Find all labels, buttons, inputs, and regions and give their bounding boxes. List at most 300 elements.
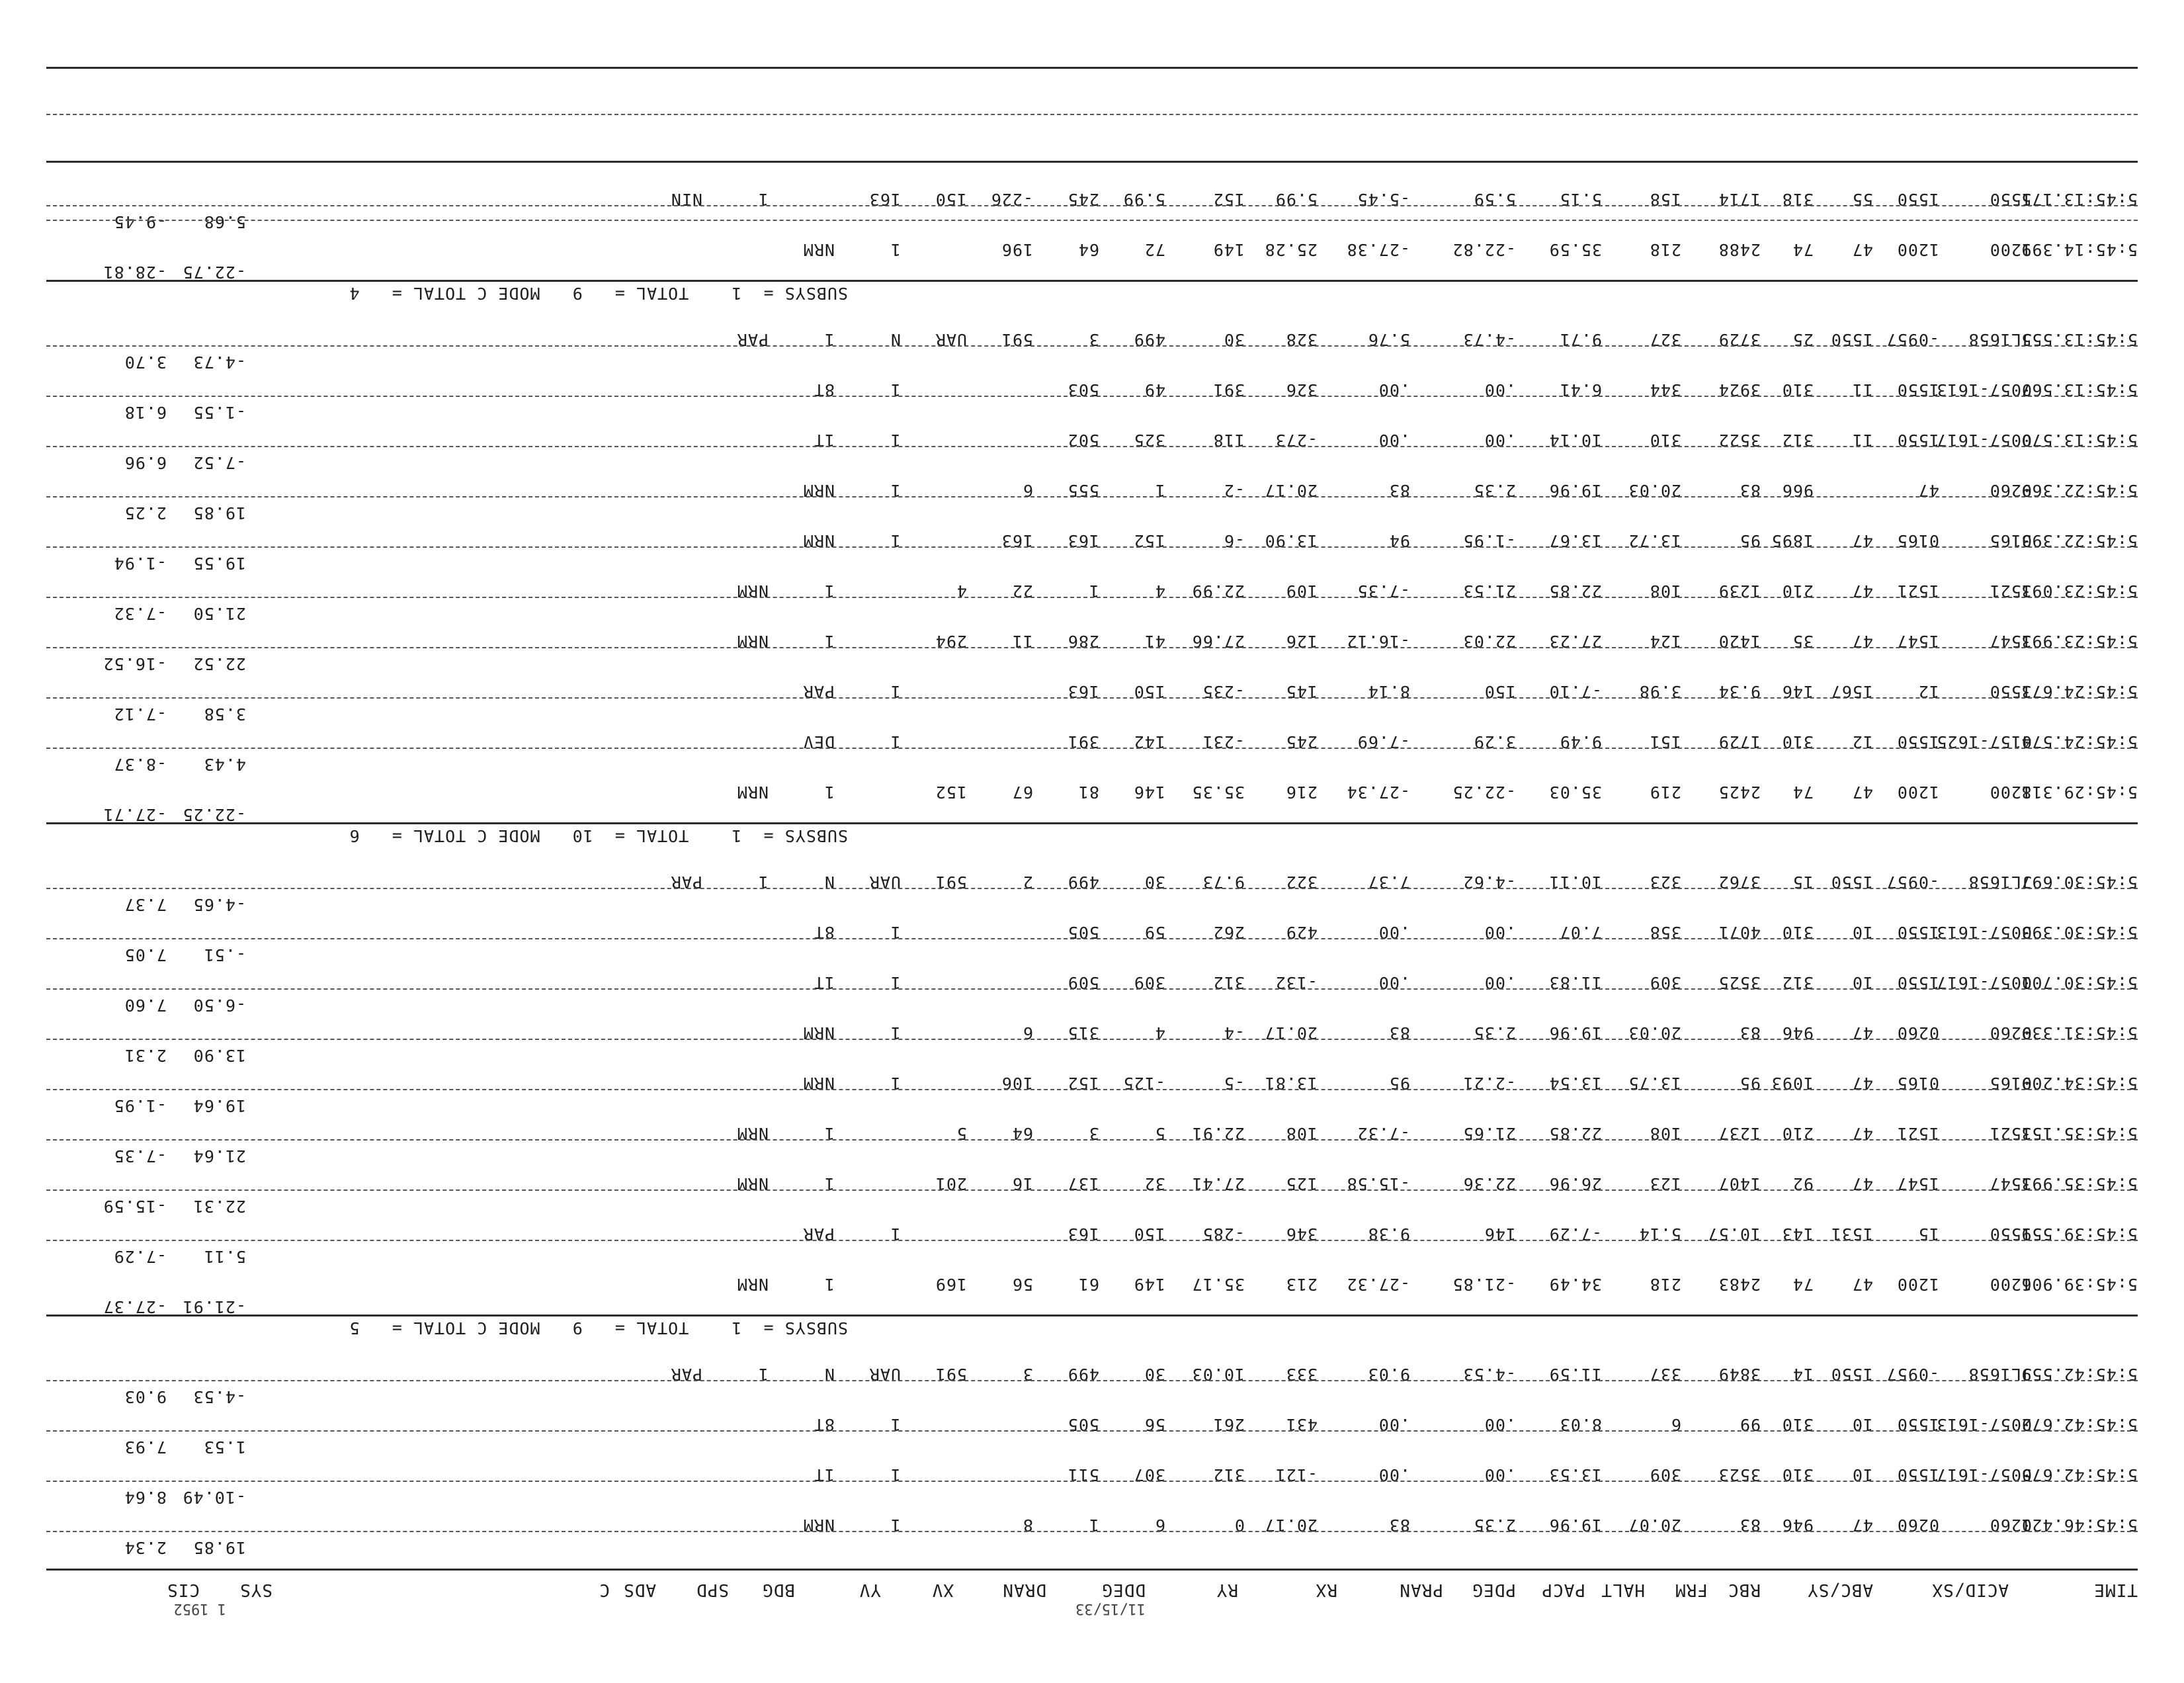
table-cell: 5.99: [1275, 190, 1318, 209]
table-cell: 4: [1154, 582, 1165, 601]
table-cell: 3: [1022, 1365, 1033, 1384]
table-cell: 47: [1851, 783, 1873, 802]
table-cell: 10: [1851, 923, 1873, 942]
table-cell: 152: [1067, 1074, 1099, 1093]
table-cell: 11: [1011, 632, 1033, 651]
row-rule: [46, 1380, 2138, 1381]
table-cell: 310: [1649, 431, 1681, 450]
table-row: [0, 1364, 2184, 1406]
row-rule: [46, 1039, 2138, 1040]
header-label: PRAN: [1399, 1580, 1443, 1600]
table-cell: 245: [1067, 190, 1099, 209]
table-cell: -4.62: [1462, 873, 1516, 892]
table-cell: 3523: [1718, 1465, 1761, 1485]
table-cell: 216: [1285, 783, 1318, 802]
table-cell: 310: [1781, 923, 1814, 942]
table-cell: 74: [1792, 1275, 1814, 1294]
table-cell: JL1658: [1968, 873, 2032, 892]
header-label: ACID/SX: [1931, 1580, 2009, 1600]
table-cell: 5.59: [1473, 190, 1516, 209]
table-cell: 118: [1212, 431, 1245, 450]
table-cell: 1714: [1718, 190, 1761, 209]
table-cell-secondary: 6.96: [124, 453, 167, 472]
table-cell: 5.15: [1559, 190, 1602, 209]
table-cell: 150: [1133, 1225, 1165, 1244]
table-cell: -27.32: [1346, 1275, 1410, 1294]
table-cell: 1550: [1830, 330, 1873, 349]
table-cell: 1: [890, 240, 901, 259]
footer-rule-solid: [46, 161, 2138, 163]
table-cell: .00: [1378, 923, 1410, 942]
table-cell-secondary: 13.90: [192, 1046, 246, 1065]
table-cell-secondary: 9.03: [124, 1387, 167, 1406]
table-cell: 1550: [1989, 1225, 2032, 1244]
table-cell: 1: [890, 1415, 901, 1434]
table-cell: 0: [1234, 1516, 1245, 1535]
table-cell: 4: [956, 582, 967, 601]
table-row: [0, 480, 2184, 523]
table-cell: 0165: [1896, 531, 1939, 550]
table-cell: .00: [1378, 973, 1410, 992]
table-cell: 1T: [813, 431, 835, 450]
table-cell: 5:45:30.701: [2021, 973, 2138, 992]
table-cell: 22.85: [1548, 1124, 1602, 1143]
table-cell: 509: [1067, 973, 1099, 992]
table-cell: 8.14: [1367, 682, 1410, 701]
table-cell: 10.11: [1548, 873, 1602, 892]
table-cell: 309: [1133, 973, 1165, 992]
table-cell: 0057-1617: [1936, 431, 2032, 450]
header-label: TIME: [2093, 1580, 2138, 1600]
table-cell: 3729: [1718, 330, 1761, 349]
table-row: [0, 189, 2184, 232]
table-cell: -5: [1223, 1074, 1245, 1093]
table-cell: -7.32: [1357, 1124, 1410, 1143]
table-cell-secondary: -4.53: [192, 1387, 246, 1406]
table-cell: 22.99: [1191, 582, 1245, 601]
row-rule: [46, 345, 2138, 347]
table-cell: 10.14: [1548, 431, 1602, 450]
table-cell: 3762: [1718, 873, 1761, 892]
table-cell: PAR: [670, 873, 702, 892]
table-cell: 5:45:23.993: [2021, 632, 2138, 651]
table-cell-secondary: -6.50: [192, 996, 246, 1015]
table-cell: 163: [868, 190, 901, 209]
table-cell: 0260: [1896, 1023, 1939, 1043]
table-cell-secondary: -27.37: [103, 1297, 167, 1316]
table-cell: UAR: [868, 1365, 901, 1384]
table-cell: 15: [1792, 873, 1814, 892]
table-row: [0, 239, 2184, 282]
table-cell-secondary: -16.52: [103, 654, 167, 673]
table-cell: 123: [1649, 1174, 1681, 1193]
table-cell: 30: [1144, 873, 1165, 892]
table-cell: 5:45:22.393: [2021, 531, 2138, 550]
table-cell: 11.59: [1548, 1365, 1602, 1384]
table-cell: 1521: [1989, 582, 2032, 601]
table-cell: 286: [1067, 632, 1099, 651]
table-cell-secondary: 5.68: [203, 212, 246, 232]
table-cell: NRM: [736, 1275, 769, 1294]
table-cell: 22.85: [1548, 582, 1602, 601]
table-cell: 20.17: [1264, 1516, 1318, 1535]
table-cell: -125: [1122, 1074, 1165, 1093]
table-cell: -226: [990, 190, 1033, 209]
table-cell: 9.73: [1202, 873, 1245, 892]
table-cell: 30: [1223, 330, 1245, 349]
table-cell: 47: [1851, 1023, 1873, 1043]
table-cell: 1420: [1718, 632, 1761, 651]
table-cell: 9.71: [1559, 330, 1602, 349]
table-cell: 5:45:24.574: [2021, 732, 2138, 752]
table-cell-secondary: 22.31: [192, 1197, 246, 1216]
table-cell: 1: [823, 632, 835, 651]
header-label: CIS: [167, 1580, 200, 1600]
table-cell: 5:45:29.318: [2021, 783, 2138, 802]
table-cell: .00: [1378, 431, 1410, 450]
table-cell: 1550: [1989, 190, 2032, 209]
table-cell: 1: [890, 923, 901, 942]
table-cell: 145: [1285, 682, 1318, 701]
table-cell: 21.65: [1462, 1124, 1516, 1143]
table-cell: 511: [1067, 1465, 1099, 1485]
table-cell: NRM: [736, 1124, 769, 1143]
table-cell: NIN: [670, 190, 702, 209]
table-row: [0, 1073, 2184, 1115]
table-cell: 5:45:42.672: [2021, 1415, 2138, 1434]
table-cell: 81: [1077, 783, 1099, 802]
table-cell: -121: [1275, 1465, 1318, 1485]
table-cell: 3.98: [1638, 682, 1681, 701]
table-cell: 94: [1388, 531, 1410, 550]
table-cell: 3924: [1718, 380, 1761, 400]
table-cell-secondary: 4.43: [203, 755, 246, 774]
table-cell: 294: [935, 632, 967, 651]
table-cell: 1: [890, 682, 901, 701]
table-cell-secondary: 7.37: [124, 895, 167, 914]
table-cell: 108: [1649, 1124, 1681, 1143]
table-cell: .00: [1378, 380, 1410, 400]
table-cell: 1550: [1830, 1365, 1873, 1384]
table-cell: .00: [1484, 1465, 1516, 1485]
table-cell: 0057-1617: [1936, 973, 2032, 992]
header-label: FRM: [1675, 1580, 1708, 1600]
table-cell: 312: [1212, 973, 1245, 992]
table-cell: 2488: [1718, 240, 1761, 259]
table-cell: 61: [1077, 1275, 1099, 1294]
table-cell: 431: [1285, 1415, 1318, 1434]
table-cell-secondary: -7.52: [192, 453, 246, 472]
table-cell: 1: [1088, 582, 1099, 601]
table-cell: 146: [1781, 682, 1814, 701]
table-cell: 3.29: [1473, 732, 1516, 752]
table-cell: -0957: [1886, 1365, 1939, 1384]
table-cell: 499: [1067, 873, 1099, 892]
table-cell: 326: [1285, 380, 1318, 400]
table-cell: 1550: [1896, 380, 1939, 400]
table-cell: 47: [1851, 240, 1873, 259]
table-cell: 1521: [1896, 1124, 1939, 1143]
table-cell: -27.34: [1346, 783, 1410, 802]
table-cell: NRM: [736, 783, 769, 802]
table-cell: 163: [1001, 531, 1033, 550]
table-cell: 12: [1917, 682, 1939, 701]
table-cell-secondary: -4.73: [192, 353, 246, 372]
table-cell: 163: [1067, 1225, 1099, 1244]
table-cell: 163: [1067, 682, 1099, 701]
table-cell: PAR: [802, 1225, 835, 1244]
row-rule: [46, 1089, 2138, 1090]
table-cell: 72: [1144, 240, 1165, 259]
table-cell: 5.76: [1367, 330, 1410, 349]
table-cell: 137: [1067, 1174, 1099, 1193]
table-cell: 35.35: [1191, 783, 1245, 802]
table-cell: 210: [1781, 1124, 1814, 1143]
table-cell: 1407: [1718, 1174, 1761, 1193]
table-cell: 1550: [1896, 923, 1939, 942]
table-cell: 108: [1649, 582, 1681, 601]
table-cell: 3522: [1718, 431, 1761, 450]
table-cell: 1T: [813, 973, 835, 992]
table-cell: 1: [890, 1074, 901, 1093]
footer-rule: [46, 220, 2138, 221]
table-cell: 1550: [1989, 682, 2032, 701]
table-cell: 210: [1781, 582, 1814, 601]
table-cell: NRM: [736, 1174, 769, 1193]
table-cell: -0957: [1886, 330, 1939, 349]
table-cell: .00: [1484, 923, 1516, 942]
table-cell: 1895: [1771, 531, 1814, 550]
table-cell: 126: [1285, 632, 1318, 651]
table-cell: 143: [1781, 1225, 1814, 1244]
row-rule: [46, 1189, 2138, 1191]
table-cell: 5:45:31.339: [2021, 1023, 2138, 1043]
table-cell: 5:45:13.175: [2021, 190, 2138, 209]
table-cell: 146: [1133, 783, 1165, 802]
table-cell: 47: [1851, 632, 1873, 651]
table-cell: -4.73: [1462, 330, 1516, 349]
table-cell: .00: [1484, 973, 1516, 992]
row-rule: [46, 396, 2138, 397]
table-cell: 108: [1285, 1124, 1318, 1143]
table-cell: 3: [1088, 1124, 1099, 1143]
table-cell: 10.03: [1191, 1365, 1245, 1384]
table-cell: 163: [1067, 531, 1099, 550]
table-cell: 149: [1212, 240, 1245, 259]
table-cell: 346: [1285, 1225, 1318, 1244]
table-cell: 19.96: [1548, 1516, 1602, 1535]
table-cell: .00: [1378, 1415, 1410, 1434]
table-cell: 1: [890, 481, 901, 500]
table-cell: 0260: [1896, 1516, 1939, 1535]
footer-rule-2: [46, 114, 2138, 115]
table-cell: 27.66: [1191, 632, 1245, 651]
table-cell: -22.82: [1452, 240, 1516, 259]
table-cell: 946: [1781, 1516, 1814, 1535]
table-row: [0, 581, 2184, 623]
table-cell: -22.25: [1452, 783, 1516, 802]
table-cell: NRM: [736, 582, 769, 601]
table-cell: 505: [1067, 923, 1099, 942]
table-cell: 1: [823, 330, 835, 349]
table-cell: 13.67: [1548, 531, 1602, 550]
table-row: [0, 1465, 2184, 1507]
table-cell: 1: [1154, 481, 1165, 500]
table-cell: 67: [1011, 783, 1033, 802]
table-cell: 150: [1484, 682, 1516, 701]
table-row: [0, 972, 2184, 1015]
table-cell: 25: [1792, 330, 1814, 349]
table-cell: 13.90: [1264, 531, 1318, 550]
table-cell: 1550: [1896, 1415, 1939, 1434]
table-cell: 358: [1649, 923, 1681, 942]
table-cell: 9.49: [1559, 732, 1602, 752]
table-cell: 1200: [1896, 783, 1939, 802]
table-cell: 310: [1781, 1415, 1814, 1434]
table-cell-secondary: 3.58: [203, 705, 246, 724]
table-cell-secondary: 19.85: [192, 1538, 246, 1557]
table-cell: 0260: [1989, 481, 2032, 500]
table-cell: 34.49: [1548, 1275, 1602, 1294]
table-cell: 9.03: [1367, 1365, 1410, 1384]
table-cell-secondary: 21.64: [192, 1146, 246, 1166]
table-cell: 19.96: [1548, 1023, 1602, 1043]
header-label: ABC/SY: [1807, 1580, 1873, 1600]
table-cell: 309: [1649, 1465, 1681, 1485]
section-rule: [46, 280, 2138, 282]
table-cell: PAR: [802, 682, 835, 701]
table-cell: -2: [1223, 481, 1245, 500]
table-cell: 1: [823, 1124, 835, 1143]
table-cell: 2483: [1718, 1275, 1761, 1294]
row-rule: [46, 748, 2138, 749]
table-cell: 1237: [1718, 1124, 1761, 1143]
row-rule: [46, 446, 2138, 447]
row-rule: [46, 988, 2138, 990]
table-cell: 56: [1144, 1415, 1165, 1434]
table-cell: 32: [1144, 1174, 1165, 1193]
table-cell: 11: [1851, 380, 1873, 400]
table-cell: 0057-1613: [1936, 1415, 2032, 1434]
header-label: HALT: [1601, 1580, 1645, 1600]
table-cell: 83: [1739, 1023, 1761, 1043]
table-cell: 499: [1133, 330, 1165, 349]
table-cell: 74: [1792, 240, 1814, 259]
table-cell: 262: [1212, 923, 1245, 942]
table-cell: 5:45:14.399: [2021, 240, 2138, 259]
table-cell: 5:45:35.993: [2021, 1174, 2138, 1193]
table-cell: 83: [1388, 1023, 1410, 1043]
table-cell: 35: [1792, 632, 1814, 651]
table-cell: 64: [1011, 1124, 1033, 1143]
table-cell: NRM: [802, 1516, 835, 1535]
table-cell-secondary: 5.11: [203, 1247, 246, 1266]
table-cell: 325: [1133, 431, 1165, 450]
row-rule: [46, 1531, 2138, 1532]
table-cell: 9.38: [1367, 1225, 1410, 1244]
table-cell: 47: [1851, 582, 1873, 601]
table-row: [0, 1123, 2184, 1166]
table-cell: 8T: [813, 1415, 835, 1434]
table-cell: 169: [935, 1275, 967, 1294]
table-cell: 0165: [1989, 1074, 2032, 1093]
table-cell: 337: [1649, 1365, 1681, 1384]
table-cell: -235: [1202, 682, 1245, 701]
table-cell: 4071: [1718, 923, 1761, 942]
table-cell: 5:45:39.559: [2021, 1225, 2138, 1244]
table-cell: NRM: [802, 1023, 835, 1043]
table-row: [0, 732, 2184, 774]
table-cell: 64: [1077, 240, 1099, 259]
table-cell: 391: [1212, 380, 1245, 400]
row-rule: [46, 647, 2138, 648]
table-cell-secondary: 1.53: [203, 1438, 246, 1457]
table-cell: 0157-1625: [1936, 732, 2032, 752]
table-cell-secondary: -7.29: [113, 1247, 167, 1266]
table-cell: 1200: [1989, 1275, 2032, 1294]
table-cell-secondary: 3.70: [124, 353, 167, 372]
table-cell: 5.99: [1122, 190, 1165, 209]
table-cell: 20.03: [1628, 1023, 1681, 1043]
table-cell: 55: [1851, 190, 1873, 209]
table-cell: 8T: [813, 380, 835, 400]
table-cell: 47: [1851, 1275, 1873, 1294]
table-cell: 8T: [813, 923, 835, 942]
table-cell: 5: [1154, 1124, 1165, 1143]
table-cell: 1521: [1989, 1124, 2032, 1143]
table-cell: 1200: [1896, 1275, 1939, 1294]
table-cell: 0165: [1896, 1074, 1939, 1093]
table-row: [0, 1414, 2184, 1457]
table-cell: 0057-1613: [1936, 923, 2032, 942]
table-cell-secondary: -7.32: [113, 604, 167, 623]
table-cell: 328: [1285, 330, 1318, 349]
table-cell: 47: [1917, 481, 1939, 500]
table-cell-secondary: -22.75: [182, 263, 246, 282]
section-rule: [46, 1315, 2138, 1316]
table-cell: 1200: [1989, 240, 2032, 259]
table-row: [0, 872, 2184, 914]
table-cell-secondary: 7.60: [124, 996, 167, 1015]
table-cell: 152: [1133, 531, 1165, 550]
table-cell-secondary: -15.59: [103, 1197, 167, 1216]
table-cell: 1: [890, 1225, 901, 1244]
table-cell: 5:45:39.906: [2021, 1275, 2138, 1294]
table-cell-secondary: -1.95: [113, 1096, 167, 1115]
table-cell: 1: [757, 190, 769, 209]
table-cell: -7.10: [1548, 682, 1602, 701]
table-cell: 0260: [1989, 1516, 2032, 1535]
table-cell: NRM: [802, 531, 835, 550]
table-cell: -5.45: [1357, 190, 1410, 209]
table-cell: 11: [1851, 431, 1873, 450]
table-cell: 109: [1285, 582, 1318, 601]
table-cell: N: [823, 873, 835, 892]
table-cell: PAR: [736, 330, 769, 349]
table-cell-secondary: -22.25: [182, 805, 246, 824]
table-cell: UAR: [868, 873, 901, 892]
table-cell: N: [823, 1365, 835, 1384]
table-cell: N: [890, 330, 901, 349]
table-cell: 1: [823, 582, 835, 601]
table-cell: 1200: [1989, 783, 2032, 802]
table-cell: 22.91: [1191, 1124, 1245, 1143]
table-cell: 150: [1133, 682, 1165, 701]
table-cell: 201: [935, 1174, 967, 1193]
table-cell: 1729: [1718, 732, 1761, 752]
table-cell: -2.21: [1462, 1074, 1516, 1093]
table-cell: 1: [757, 1365, 769, 1384]
